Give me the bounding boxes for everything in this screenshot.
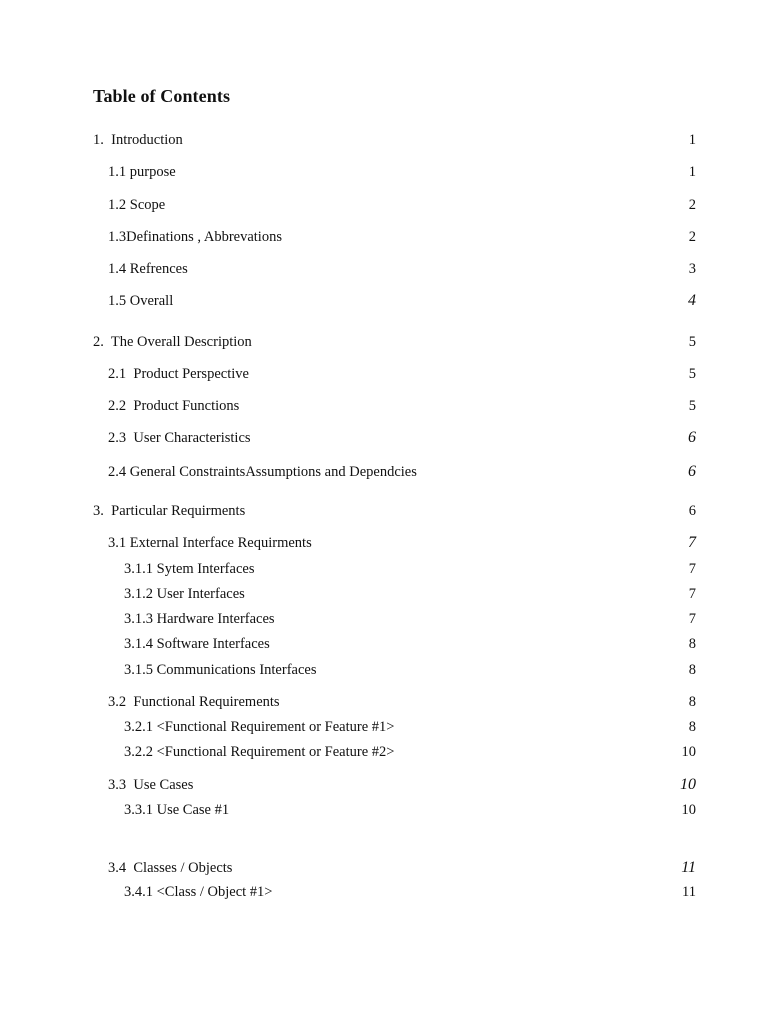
toc-entry-label: 3. Particular Requirments: [93, 503, 246, 519]
toc-entry-system-interfaces[interactable]: [0, 558, 768, 580]
toc-entry-page: 7: [688, 586, 696, 602]
toc-entry-label: 3.4.1 <Class / Object #1>: [124, 884, 273, 900]
toc-entry-label: 2. The Overall Description: [93, 334, 252, 350]
toc-entry-label: 1.1 purpose: [108, 164, 176, 180]
toc-entry-label: 3.1.5 Communications Interfaces: [124, 662, 317, 678]
toc-entry-definitions[interactable]: [0, 226, 768, 248]
toc-entry-class-object-1[interactable]: [0, 881, 768, 903]
toc-entry-label: 1.2 Scope: [108, 197, 166, 213]
toc-entry-user-characteristics[interactable]: [0, 427, 768, 449]
toc-entry-page: 5: [688, 398, 696, 414]
toc-entry-page: 6: [688, 429, 696, 446]
toc-entry-label: 3.1.1 Sytem Interfaces: [124, 561, 255, 577]
toc-entry-page: 6: [688, 463, 696, 480]
toc-entry-page: 1: [688, 132, 696, 148]
toc-entry-label: 3.1 External Interface Requirments: [108, 535, 312, 551]
toc-entry-page: 11: [682, 884, 696, 900]
toc-entry-label: 3.1.2 User Interfaces: [124, 586, 245, 602]
toc-entry-page: 2: [688, 229, 696, 245]
toc-entry-page: 8: [688, 636, 696, 652]
toc-entry-page: 10: [680, 776, 696, 793]
toc-entry-page: 7: [688, 611, 696, 627]
toc-entry-label: 1.3Definations , Abbrevations: [108, 229, 282, 245]
toc-entry-overall[interactable]: [0, 290, 768, 312]
toc-entry-functional-requirement-2[interactable]: [0, 741, 768, 763]
toc-entry-introduction[interactable]: [0, 129, 768, 151]
toc-entry-hardware-interfaces[interactable]: [0, 608, 768, 630]
toc-entry-classes-objects[interactable]: [0, 857, 768, 879]
toc-entry-label: 3.1.3 Hardware Interfaces: [124, 611, 275, 627]
toc-entry-page: 2: [688, 197, 696, 213]
toc-entry-product-perspective[interactable]: [0, 363, 768, 385]
toc-entry-page: 1: [688, 164, 696, 180]
toc-entry-page: 3: [688, 261, 696, 277]
toc-entry-functional-requirement-1[interactable]: [0, 716, 768, 738]
toc-entry-label: 3.2.1 <Functional Requirement or Feature #1>: [124, 719, 395, 735]
toc-title: Table of Contents: [93, 86, 231, 106]
toc-entry-label: 1.4 Refrences: [108, 261, 188, 277]
toc-entry-label: 3.3 Use Cases: [108, 777, 194, 793]
toc-entry-page: 5: [688, 366, 696, 382]
toc-entry-page: 5: [688, 334, 696, 350]
toc-entry-communications-interfaces[interactable]: [0, 659, 768, 681]
toc-entry-label: 2.4 General ConstraintsAssumptions and Dependcies: [108, 464, 417, 480]
toc-entry-external-interface[interactable]: [0, 532, 768, 554]
toc-entry-page: 6: [688, 503, 696, 519]
toc-entry-label: 2.2 Product Functions: [108, 398, 240, 414]
toc-entry-label: 1.5 Overall: [108, 293, 174, 309]
toc-entry-label: 3.1.4 Software Interfaces: [124, 636, 270, 652]
toc-entry-page: 10: [681, 744, 696, 760]
toc-entry-functional-requirements[interactable]: [0, 691, 768, 713]
toc-entry-software-interfaces[interactable]: [0, 633, 768, 655]
toc-entry-label: 3.2.2 <Functional Requirement or Feature #2>: [124, 744, 395, 760]
toc-entry-page: 8: [688, 662, 696, 678]
toc-entry-page: 8: [688, 694, 696, 710]
toc-entry-use-case-1[interactable]: [0, 799, 768, 821]
toc-entry-page: 11: [681, 859, 696, 876]
toc-entry-label: 2.1 Product Perspective: [108, 366, 249, 382]
toc-entry-general-constraints[interactable]: [0, 461, 768, 483]
toc-entry-particular-requirements[interactable]: [0, 500, 768, 522]
toc-entry-label: 3.3.1 Use Case #1: [124, 802, 230, 818]
toc-entry-label: 3.2 Functional Requirements: [108, 694, 280, 710]
toc-entry-label: 2.3 User Characteristics: [108, 430, 251, 446]
toc-entry-overall-description[interactable]: [0, 331, 768, 353]
toc-entry-page: 7: [688, 561, 696, 577]
toc-entry-purpose[interactable]: [0, 161, 768, 183]
toc-entry-product-functions[interactable]: [0, 395, 768, 417]
toc-entry-page: 8: [688, 719, 696, 735]
toc-entry-references[interactable]: [0, 258, 768, 280]
toc-entry-page: 7: [688, 534, 696, 551]
toc-entry-user-interfaces[interactable]: [0, 583, 768, 605]
toc-entry-page: 4: [688, 292, 696, 309]
toc-entry-page: 10: [681, 802, 696, 818]
toc-entry-scope[interactable]: [0, 194, 768, 216]
toc-entry-label: 3.4 Classes / Objects: [108, 860, 233, 876]
toc-entry-use-cases[interactable]: [0, 774, 768, 796]
toc-entry-label: 1. Introduction: [93, 132, 183, 148]
